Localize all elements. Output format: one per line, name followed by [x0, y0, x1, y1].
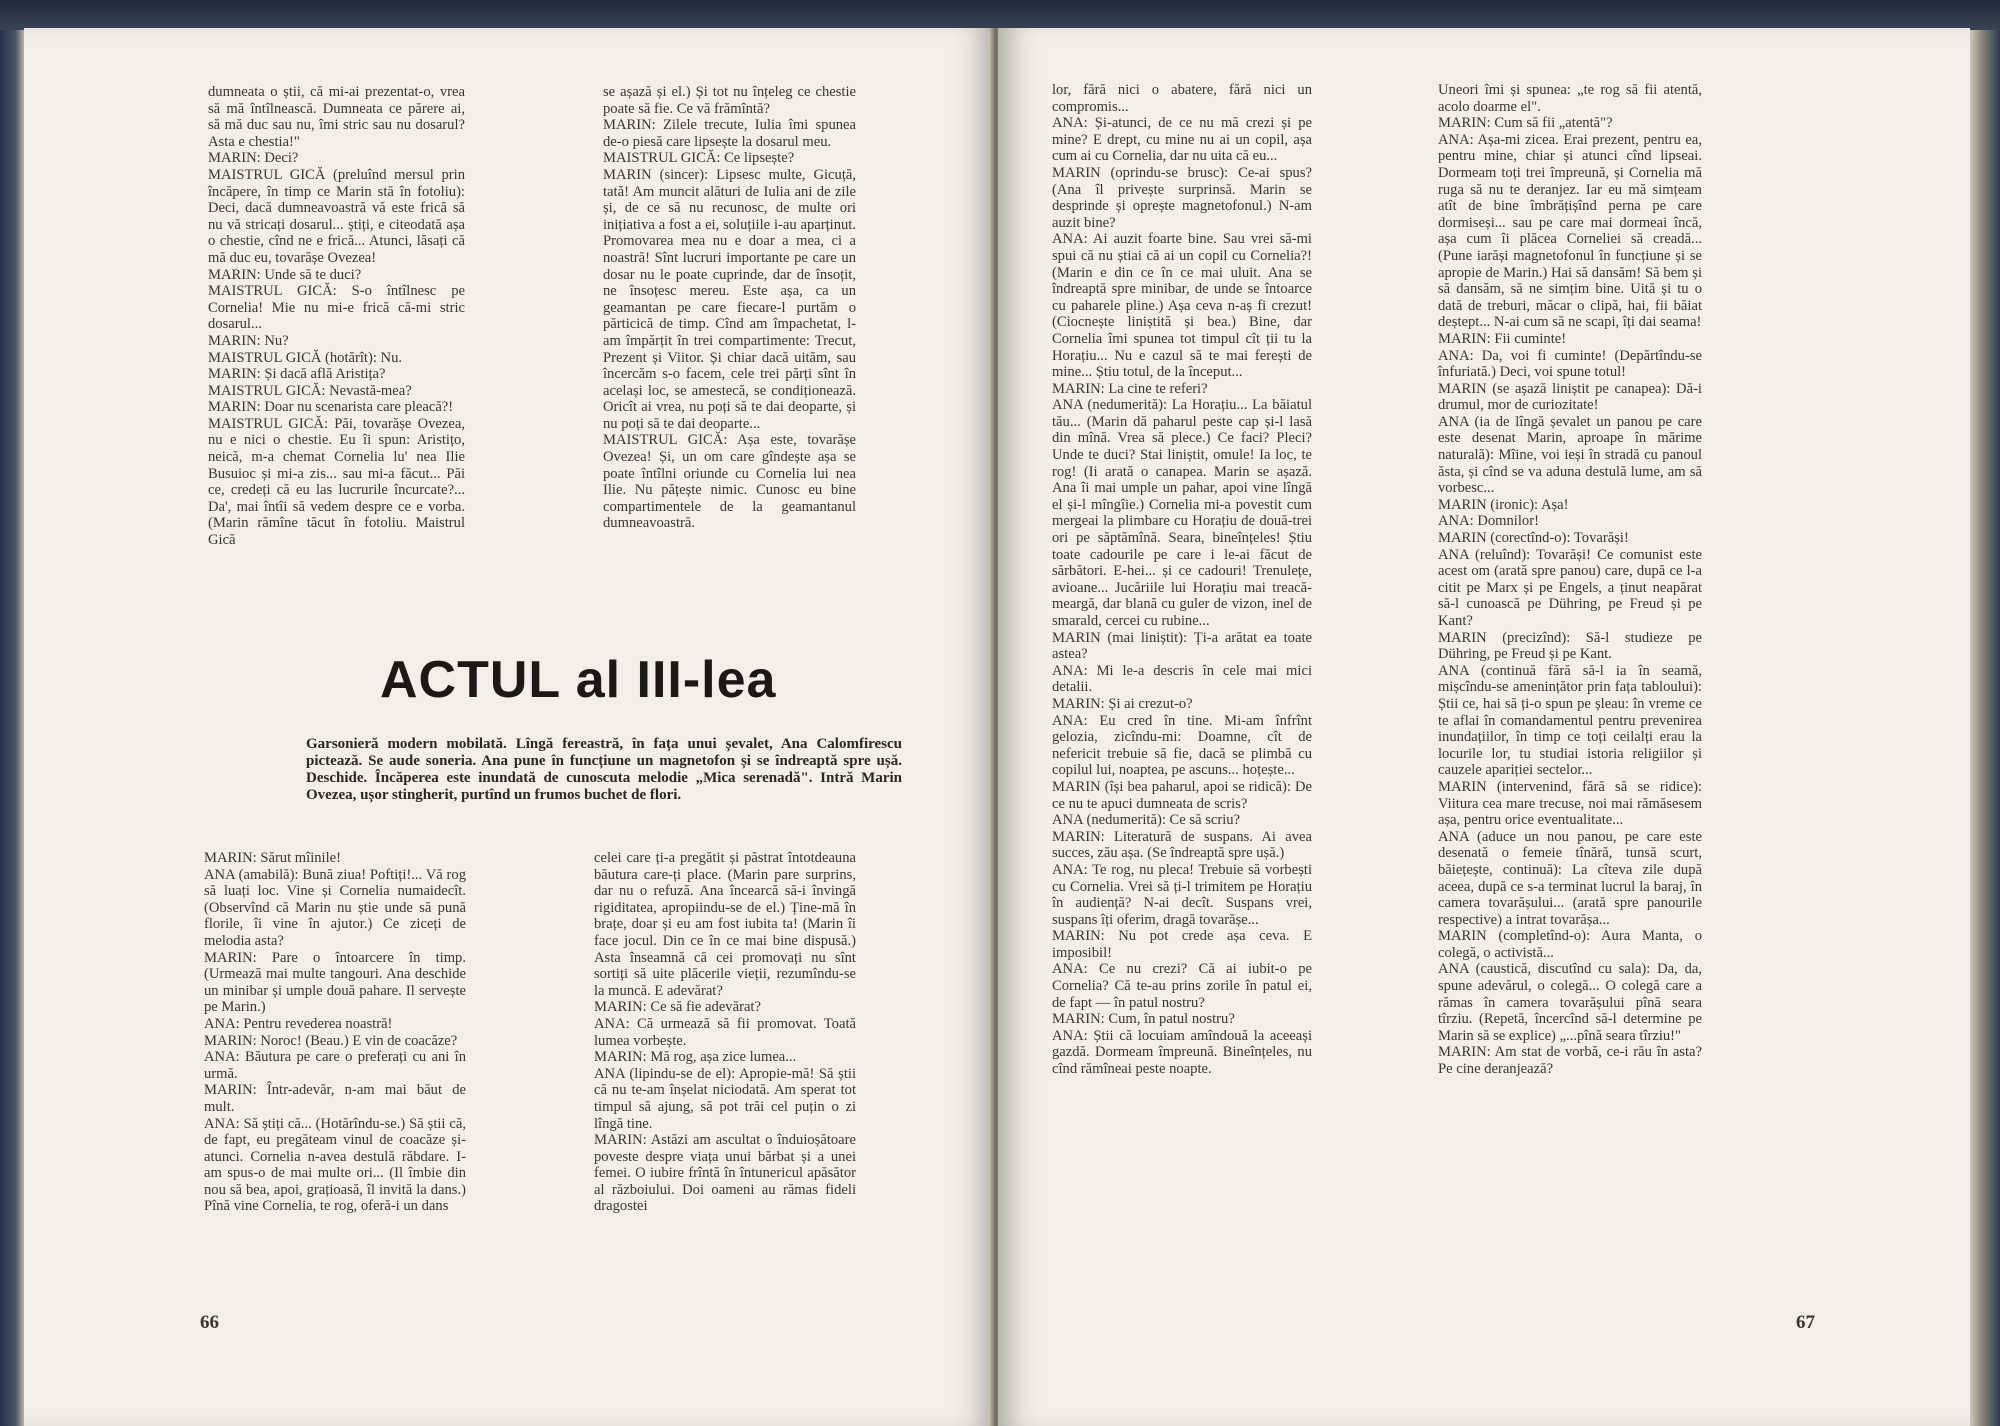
dialogue-paragraph: MAISTRUL GICĂ (preluînd mersul prin încăpere, în timp ce Marin stă în fotoliu): Deci, dacă dumneavoastră vă este frică să nu vă stricați dosarul... știți, e citeodată așa o chestie, cînd ne e frică... Atunci, lăsați că mă duc eu, tovarășe Ovezea! [208, 166, 465, 266]
dialogue-paragraph: ANA (nedumerită): La Horațiu... La băiatul tău... (Marin dă paharul peste cap și-l lasă din mînă. Vrea să plece.) Ce faci? Pleci? Unde te duci? Stai liniștit, omule! Ia loc, te rog! (Ii arată o canapea. Marin se așază. Ana îi mai umple un pahar, apoi vine lîngă el și-l mîngîie.) Cornelia mi-a povestit cum mergeai la plimbare cu Horațiu de două-trei ori pe săptămînă. Seara, bineînțeles! Știu toate cadourile pe care i le-ai făcut de sărbători. E-hei... și ce cadouri! Trenulețe, avioane... Jucăriile lui Horațiu mai treacă-meargă, dar blană cu guler de vizon, inel de smarald, cercei cu rubine... [1052, 397, 1312, 629]
dialogue-paragraph: MARIN: Am stat de vorbă, ce-i rău în asta? Pe cine deranjează? [1438, 1044, 1702, 1078]
dialogue-paragraph: ANA (lipindu-se de el): Apropie-mă! Să știi că nu te-am înșelat niciodată. Am sperat tot timpul să ajung, să pot trăi cel puțin o zi lîngă tine. [594, 1065, 856, 1132]
dialogue-paragraph: MARIN: Fii cuminte! [1438, 330, 1567, 347]
dialogue-paragraph: ANA: Da, voi fi cuminte! (Depărtîndu-se înfuriată.) Deci, voi spune totul! [1438, 347, 1702, 381]
dialogue-paragraph: ANA (nedumerită): Ce să scriu? [1052, 812, 1241, 829]
dialogue-paragraph: MARIN (sincer): Lipsesc multe, Gicuță, tată! Am muncit alături de Iulia ani de zile și, de ce să nu recunosc, de multe ori inițiativa a fost a ei, soluțiile i-au aparținut. Promovarea mea nu e doar a mea, ci a noastră! Sînt lucruri importante pe care un dosar nu le poate cuprinde, dar de însoțit, ne însoțesc mereu. Este așa, ca un geamantan pe care fiecare-l purtăm o părticică de timp. Cînd am împachetat, l-am împărțit în trei compartimente: Trecut, Prezent și Viitor. Și chiar dacă uităm, sau încercăm s-o facem, cele trei părți sînt în același loc, se amestecă, se condiționează. Oricît ai vrea, nu poți să te dai deoparte, și nu poți să te dai deoparte... [603, 166, 856, 432]
dialogue-paragraph: MARIN (corectînd-o): Tovarăși! [1438, 530, 1629, 547]
left-column-4 [594, 850, 856, 1215]
dialogue-paragraph: ANA: Băutura pe care o preferați cu ani în urmă. [204, 1049, 466, 1082]
dialogue-paragraph: MARIN: Mă rog, așa zice lumea... [594, 1049, 797, 1066]
dialogue-paragraph: ANA: Știi că locuiam amîndouă la aceeași gazdă. Dormeam împreună. Bineînțeles, nu cînd rămîneai peste noapte. [1052, 1027, 1312, 1078]
dialogue-paragraph: ANA (continuă fără să-l ia în seamă, mișcîndu-se amenințător prin fața tabloului): Știi ce, hai să ți-o spun pe șleau: în vreme ce te aflai în comandamentul pentru prevenirea inundațiilor, în timp ce toți ceilalți erau la locurile lor, tu studiai istoria religiilor și cauzele apariției sectelor... [1438, 662, 1702, 779]
left-column-2 [603, 84, 856, 532]
left-column-3 [204, 850, 466, 1215]
dialogue-paragraph: ANA: Așa-mi zicea. Erai prezent, pentru ea, pentru mine, chiar și atunci cînd lipseai. Dormeam toți trei împreună, și Cornelia mă ruga să nu te deranjez. Iar eu mă simțeam atît de bine îmbrățișînd perna pe care dormiseși... sau pe care mai dormeai încă, așa cum îi plăcea Corneliei să creadă... (Pune iarăși magnetofonul în funcțiune și se apropie de Marin.) Hai să dansăm! Să bem și să dansăm, să ne simțim bine. Uită și tu o dată de treburi, măcar o clipă, hai, fii băiat deștept... N-ai cum să ne scapi, îți dai seama! [1438, 131, 1702, 331]
act-title: ACTUL al III-lea [380, 651, 777, 709]
dialogue-paragraph: se așază și el.) Și tot nu înțeleg ce chestie poate să fie. Ce vă frămîntă? [603, 84, 856, 117]
dialogue-paragraph: MAISTRUL GICĂ: Păi, tovarășe Ovezea, nu e nici o chestie. Eu îi spun: Aristițo, neică, m-a chemat Cornelia lu' nea Ilie Busuioc și mi-a zis... sau mi-a făcut... Păi ce, credeți că eu las lucrurile încurcate?... Da', mai întîi să vedem despre ce e vorba. (Marin rămîne tăcut în fotoliu. Maistrul Gică [208, 415, 465, 549]
dialogue-paragraph: MARIN: Deci? [208, 150, 299, 167]
dialogue-paragraph: MARIN (precizînd): Să-l studieze pe Dühring, pe Freud și pe Kant. [1438, 629, 1702, 663]
dialogue-paragraph: dumneata o știi, că mi-ai prezentat-o, vrea să mă întîlnească. Dumneata ce părere ai, să mă duc sau nu, îmi stric sau nu dosarul? Asta e chestia!" [208, 84, 465, 150]
dialogue-paragraph: MARIN: Pare o întoarcere în timp. (Urmează mai multe tangouri. Ana deschide un minibar și umple două pahare. Il servește pe Marin.) [204, 949, 466, 1016]
page-number-right: 67 [1796, 1312, 1815, 1333]
dialogue-paragraph: MAISTRUL GICĂ: Ce lipsește? [603, 150, 795, 167]
dialogue-paragraph: ANA: Ai auzit foarte bine. Sau vrei să-mi spui că nu știai că ai un copil cu Cornelia?! (Marin e din ce în ce mai uluit. Ana se îndreaptă spre minibar, de unde se întoarce cu paharele pline.) Așa ceva n-aș fi crezut! (Ciocnește liniștită și bea.) Bine, dar Cornelia îmi spunea tot timpul cît ții tu la Horațiu... Nu e cazul să te mai ferești de mine... Știu totul, de la început... [1052, 231, 1312, 381]
book-cover-left [0, 30, 26, 1426]
dialogue-paragraph: MARIN: Zilele trecute, Iulia îmi spunea de-o piesă care lipsește la dosarul meu. [603, 117, 856, 150]
dialogue-paragraph: MARIN (completînd-o): Aura Manta, o colegă, o activistă... [1438, 928, 1702, 961]
dialogue-paragraph: lor, fără nici o abatere, fără nici un compromis... [1052, 82, 1312, 115]
dialogue-paragraph: MAISTRUL GICĂ: Nevastă-mea? [208, 382, 412, 399]
dialogue-paragraph: MAISTRUL GICĂ: S-o întîlnesc pe Cornelia! Mie nu mi-e frică că-mi stric dosarul... [208, 283, 465, 333]
dialogue-paragraph: MARIN (oprindu-se brusc): Ce-ai spus? (Ana îl privește surprinsă. Marin se desprinde și oprește magnetofonul.) N-am auzit bine? [1052, 164, 1312, 231]
dialogue-paragraph: MARIN: Sărut mîinile! [204, 850, 342, 866]
dialogue-paragraph: MARIN: Unde să te duci? [208, 266, 362, 283]
dialogue-paragraph: ANA (caustică, discutînd cu sala): Da, da, spune adevărul, o colegă... O colegă care a rămas în camera tovarășului pînă seara tîrziu. (Repetă, încercînd să-l determine pe Marin să se explice) „...pînă seara tîrziu!" [1438, 961, 1702, 1044]
dialogue-paragraph: MARIN: Cum să fii „atentă"? [1438, 115, 1613, 132]
dialogue-paragraph: ANA: Te rog, nu pleca! Trebuie să vorbești cu Cornelia. Vrei să ți-l trimitem pe Horațiu în audiență? N-ai decît. Suspans vrei, suspans îți oferim, dragă tovarășe... [1052, 861, 1312, 928]
dialogue-paragraph: MARIN: Nu pot crede așa ceva. E imposibil! [1052, 928, 1312, 961]
dialogue-paragraph: MARIN: La cine te referi? [1052, 380, 1208, 397]
dialogue-paragraph: MARIN: Noroc! (Beau.) E vin de coacăze? [204, 1032, 458, 1049]
dialogue-paragraph: MARIN: Literatură de suspans. Ai avea succes, zău așa. (Se îndreaptă spre ușă.) [1052, 828, 1312, 862]
dialogue-paragraph: MAISTRUL GICĂ (hotărît): Nu. [208, 349, 403, 366]
dialogue-paragraph: MARIN: Astăzi am ascultat o înduioșătoare poveste despre viața unui bărbat și a unei femei. O iubire frîntă în întunericul apăsător al războiului. Doi oameni au rămas fideli dragostei [594, 1132, 856, 1215]
dialogue-paragraph: MARIN: Nu? [208, 332, 289, 349]
dialogue-paragraph: MARIN: Într-adevăr, n-am mai băut de mult. [204, 1082, 466, 1115]
dialogue-paragraph: MARIN: Ce să fie adevărat? [594, 999, 761, 1016]
dialogue-paragraph: ANA (amabilă): Bună ziua! Poftiți!... Vă rog să luați loc. Vine și Cornelia numaidecît. (Observînd că Marin nu știe unde să pună florile, îi vine în ajutor.) Ce ziceți de melodia asta? [204, 866, 466, 949]
dialogue-paragraph: MARIN (ironic): Așa! [1438, 496, 1569, 513]
dialogue-paragraph: MARIN: Și dacă află Aristița? [208, 366, 386, 383]
dialogue-paragraph: ANA: Și-atunci, de ce nu mă crezi și pe mine? E drept, cu mine nu ai un copil, așa cum ai cu Cornelia, dar nu uita că eu... [1052, 115, 1312, 165]
left-page [24, 28, 994, 1426]
dialogue-paragraph: ANA: Ce nu crezi? Că ai iubit-o pe Cornelia? Că te-au prins zorile în patul ei, de fapt — în patul nostru? [1052, 961, 1312, 1011]
book-cover-right [1968, 30, 2000, 1426]
dialogue-paragraph: ANA (aduce un nou panou, pe care este desenată o femeie tînără, tunsă scurt, băiețește, continuă): La cîteva zile după aceea, după ce s-a terminat lucrul la baraj, în camera tovarășului... (arată spre panourile respective) a intrat tovarășa... [1438, 828, 1702, 928]
right-page [998, 28, 1970, 1426]
dialogue-paragraph: ANA (reluînd): Tovarăși! Ce comunist este acest om (arată spre panou) care, după ce l-a citit pe Marx și pe Engels, a ținut neapărat să-l cunoască pe Dühring, pe Freud și pe Kant? [1438, 546, 1702, 629]
dialogue-paragraph: MARIN (mai liniștit): Ți-a arătat ea toate astea? [1052, 629, 1312, 663]
dialogue-paragraph: MARIN (se așază liniștit pe canapea): Dă-i drumul, mor de curiozitate! [1438, 380, 1702, 414]
dialogue-paragraph: MARIN (își bea paharul, apoi se ridică): De ce nu te apuci dumneata de scris? [1052, 778, 1312, 812]
dialogue-paragraph: ANA: Domnilor! [1438, 513, 1539, 530]
dialogue-paragraph: MARIN: Doar nu scenarista care pleacă?! [208, 399, 454, 416]
dialogue-paragraph: ANA: Eu cred în tine. Mi-am înfrînt gelozia, zicîndu-mi: Doamne, cît de nefericit trebuie să fie, dacă se plimbă cu copilul lui, noaptea, pe ascuns... hoțește... [1052, 712, 1312, 779]
page-number-left: 66 [200, 1312, 219, 1333]
dialogue-paragraph: ANA: Pentru revederea noastră! [204, 1015, 393, 1032]
dialogue-paragraph: ANA (ia de lîngă șevalet un panou pe care este desenat Marin, aproape în mărime naturală): Mîine, voi ieși în stradă cu panoul ăsta, și cînd se va aduna destulă lume, am să vorbesc... [1438, 413, 1702, 497]
dialogue-paragraph: MARIN: Și ai crezut-o? [1052, 695, 1193, 712]
right-column-1 [1052, 82, 1312, 1078]
dialogue-paragraph: ANA: Că urmează să fii promovat. Toată lumea vorbește. [594, 1015, 856, 1049]
left-column-1 [208, 84, 465, 549]
stage-directions-intro: Garsonieră modern mobilată. Lîngă fereastră, în fața unui șevalet, Ana Calomfirescu pictează. Se aude soneria. Ana pune în funcțiune un magnetofon și se îndreaptă spre ușă. Deschide. Încăperea este inundată de cunoscuta melodie „Mica serenadă". Intră Marin Ovezea, ușor stingherit, purtînd un frumos buchet de flori. [306, 736, 902, 803]
dialogue-paragraph: celei care ți-a pregătit și păstrat întotdeauna băutura care-ți place. (Marin pare surprins, dar nu o refuză. Ana încearcă să-i învingă rigiditatea, apropiindu-se de el.) Ține-mă în brațe, doar și eu am fost iubita ta! (Marin îi face jocul. Din ce în ce mai bine dispusă.) Asta înseamnă că cei promovați nu sînt sortiți să uite plăcerile vieții, rezumîndu-se la muncă. E adevărat? [594, 850, 856, 999]
dialogue-paragraph: ANA: Mi le-a descris în cele mai mici detalii. [1052, 662, 1312, 696]
dialogue-paragraph: MAISTRUL GICĂ: Așa este, tovarășe Ovezea! Și, un om care gîndește așa se poate întîlni oriunde cu Cornelia lui nea Ilie. Nu pățește nimic. Cunosc eu bine compartimentele de la geamantanul dumneavoastră. [603, 432, 856, 532]
dialogue-paragraph: ANA: Să știți că... (Hotărîndu-se.) Să știi că, de fapt, eu pregăteam vinul de coacăze și-atunci. Cornelia n-avea destulă răbdare. I-am spus-o de mai multe ori... (Il îmbie din nou să bea, apoi, grațioasă, îl invită la dans.) Pînă vine Cornelia, te rog, oferă-i un dans [204, 1115, 466, 1215]
dialogue-paragraph: Uneori îmi și spunea: „te rog să fii atentă, acolo doarme el". [1438, 82, 1702, 115]
right-column-2 [1438, 82, 1702, 1078]
dialogue-paragraph: MARIN: Cum, în patul nostru? [1052, 1011, 1235, 1028]
dialogue-paragraph: MARIN (intervenind, fără să se ridice): Viitura cea mare trecuse, noi mai rămăsesem așa, pentru orice eventualitate... [1438, 778, 1702, 829]
